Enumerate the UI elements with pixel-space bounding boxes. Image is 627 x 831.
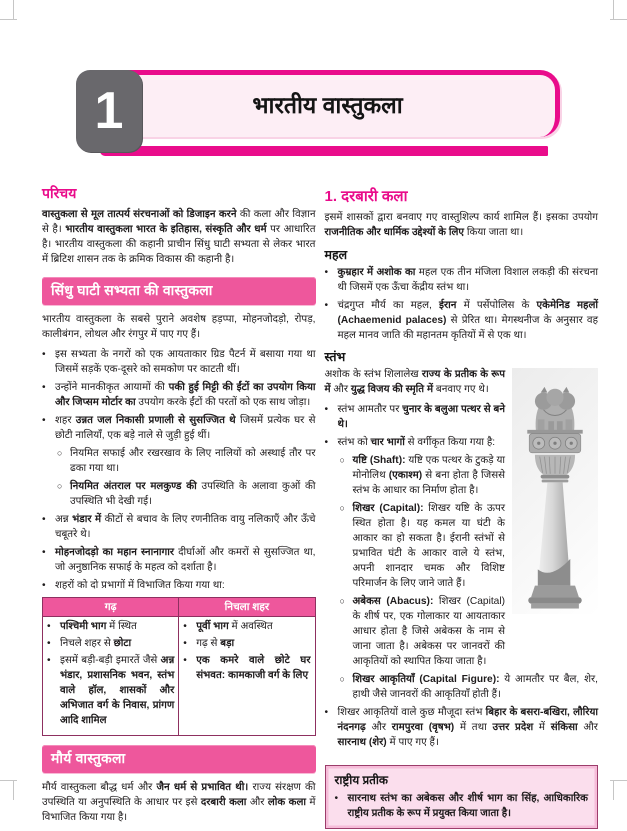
table-header-lower-town: निचला शहर xyxy=(179,597,315,616)
list-item: • शिखर आकृतियों वाले कुछ मौजूदा स्तंभ बिहार के बसरा-बखिरा, लौरिया नंदनगढ़ और रामपुरवा (वृषभ) में तथा उत्तर प्रदेश में संकिसा और सारनाथ (शेर) में पाए गए हैं। xyxy=(325,706,599,751)
crop-mark-top-left-h xyxy=(0,19,17,20)
circle-bullet-icon: ○ xyxy=(339,502,345,513)
bullet-icon: • xyxy=(183,620,187,632)
bullet-icon: • xyxy=(42,381,46,393)
bullet-icon: • xyxy=(47,637,51,649)
list-item: • मोहनजोदड़ो का महान स्नानागार दीर्घाओं और कमरों से सुसज्जित था, जो अनुष्ठानिक सफाई के महत्व को दर्शाता है। xyxy=(42,546,316,576)
chapter-title-banner xyxy=(100,70,560,137)
stambh-heading: स्तंभ xyxy=(324,349,346,364)
list-item: • स्तंभ आमतौर पर चुनार के बलुआ पत्थर से बने थे। xyxy=(325,403,506,433)
indus-lead-paragraph: भारतीय वास्तुकला के सबसे पुराने अवशेष हड़प्पा, मोहनजोदड़ो, रोपड़, कालीबंगन, लोथल और रंगपुर में पाए गए हैं। xyxy=(42,313,316,340)
list-item: • कुम्रहार में अशोक का महल एक तीन मंजिला विशाल लकड़ी की संरचना थी जिसमें एक ऊँचा केंद्रीय स्तंभ था। xyxy=(325,266,599,296)
crop-mark-bottom-left-h xyxy=(0,780,17,781)
bullet-icon: • xyxy=(183,637,187,649)
bullet-icon: • xyxy=(324,436,329,448)
chapter-number: 1 xyxy=(94,82,124,140)
table-row xyxy=(43,616,316,735)
circle-bullet-icon: ○ xyxy=(339,454,345,465)
lion-capital xyxy=(535,387,575,432)
chapter-number-box xyxy=(76,70,142,152)
intro-heading: परिचय xyxy=(42,185,77,201)
header-accent-bar xyxy=(100,146,548,156)
circle-bullet-icon: ○ xyxy=(339,673,345,684)
list-item: • सारनाथ स्तंभ का अबेकस और शीर्ष भाग का सिंह, आधिकारिक राष्ट्रीय प्रतीक के रूप में प्रयुक्त किया जाता है। xyxy=(335,792,589,822)
bullet-icon: • xyxy=(42,579,46,591)
intro-paragraph: वास्तुकला से मूल तात्पर्य संरचनाओं को डिजाइन करने की कला और विज्ञान से है। भारतीय वास्तुकला भारत के इतिहास, संस्कृति और धर्म पर आधारित है। भारतीय वास्तुकला की कहानी प्राचीन सिंधु घाटी सभ्यता से लेकर भारत में ब्रिटिश शासन तक के क्रमिक विकास की कहानी है। xyxy=(42,209,316,265)
bullet-icon: • xyxy=(47,654,51,666)
maurya-paragraph: मौर्य वास्तुकला बौद्ध धर्म और जैन धर्म से प्रभावित थी। राज्य संरक्षण की उपस्थिति या अनुपस्थिति के आधार पर इसे दरबारी कला और लोक कला में विभाजित किया गया है। xyxy=(42,781,316,823)
bullet-icon: • xyxy=(42,513,46,525)
crop-mark-top-left-v xyxy=(13,0,14,19)
list-item: • चंद्रगुप्त मौर्य का महल, ईरान में पर्सेपोलिस के एकेमेनिड महलों (Achaemenid palaces) से प्रेरित था। मेगस्थनीज के अनुसार वह महल मानव जाति की महानतम कृतियों में से एक था। xyxy=(325,299,599,344)
bullet-icon: • xyxy=(42,348,46,360)
mahal-heading: महल xyxy=(324,247,348,262)
circle-bullet-icon: ○ xyxy=(57,480,63,491)
bullet-icon: • xyxy=(183,654,187,666)
darbari-heading: 1. दरबारी कला xyxy=(324,188,408,205)
list-item: • अन्न भंडार में कीटों से बचाव के लिए रणनीतिक वायु नलिकाएँ और ऊँचे चबूतरे थे। xyxy=(42,513,316,543)
stambh-lead-paragraph: अशोक के स्तंभ शिलालेख राज्य के प्रतीक के रूप में और युद्ध विजय की स्मृति में बनवाए गए थे। xyxy=(324,368,506,395)
national-emblem-box xyxy=(325,765,599,830)
bullet-icon: • xyxy=(47,620,51,632)
page-body xyxy=(42,184,598,831)
chapter-title: भारतीय वास्तुकला xyxy=(252,92,403,118)
table-header-citadel: गढ़ xyxy=(43,597,179,616)
list-item: • इस सभ्यता के नगरों को एक आयताकार ग्रिड पैटर्न में बसाया गया था जिसमें सड़कें एक-दूसरे को समकोण पर काटती थीं। xyxy=(42,348,316,378)
sub-list-item: ○ शिखर (Capital): शिखर यष्टि के ऊपर स्थित होता है। यह कमल या घंटी के आकार का हो सकता है। ईरानी स्तंभों से प्रभावित घंटी के आकार वाले ये स्तंभ, अपनी शानदार चमक और विशिष्ट परिमार्जन के लिए जाने जाते हैं। xyxy=(325,502,506,592)
bullet-icon: • xyxy=(324,299,329,311)
darbari-paragraph: इसमें शासकों द्वारा बनवाए गए वास्तुशिल्प कार्य शामिल हैं। इसका उपयोग राजनीतिक और धार्मिक उद्देश्यों के लिए किया जाता था। xyxy=(324,212,598,238)
left-column xyxy=(42,184,316,831)
crop-mark-top-right-v xyxy=(613,0,614,19)
sub-list-item: ○ नियमित सफाई और रखरखाव के लिए नालियों को अस्थाई तौर पर ढका गया था। xyxy=(42,447,316,477)
sub-list-item: ○ यष्टि (Shaft): यष्टि एक पत्थर के टुकड़े या मोनोलिथ (एकाश्म) से बना होता है जिससे स्तंभ के आधार का निर्माण होता है। xyxy=(325,454,506,499)
section-header-indus-valley: सिंधु घाटी सभ्यता की वास्तुकला xyxy=(42,277,316,305)
crop-mark-bottom-left-v xyxy=(13,781,14,800)
list-item: • स्तंभ को चार भागों से वर्गीकृत किया गया है: xyxy=(325,436,506,451)
bullet-icon: • xyxy=(42,414,46,426)
bullet-icon: • xyxy=(324,266,329,278)
table-cell-lower-town: • पूर्वी भाग में अवस्थित • गढ़ से बड़ा • एक कमरे वाले छोटे घर संभवत: कामकाजी वर्ग के लिए xyxy=(179,616,315,735)
section-header-maurya: मौर्य वास्तुकला xyxy=(42,745,316,773)
circle-bullet-icon: ○ xyxy=(339,595,345,606)
crop-mark-top-right-h xyxy=(610,19,627,20)
crop-mark-bottom-right-v xyxy=(613,781,614,800)
sub-list-item: ○ शिखर आकृतियाँ (Capital Figure): ये आमतौर पर बैल, शेर, हाथी जैसे जानवरों की आकृतियाँ होती हैं। xyxy=(325,673,599,703)
crop-mark-bottom-right-h xyxy=(610,780,627,781)
bullet-icon: • xyxy=(334,792,339,804)
right-column xyxy=(325,184,599,831)
table-cell-citadel: • पश्चिमी भाग में स्थित • निचले शहर से छोटा • इसमें बड़ी-बड़ी इमारतें जैसे अन्न भंडार, प्रशासनिक भवन, स्तंभ वाले हॉल, शासकों और अभिजात वर्ग के निवास, प्रांगण आदि शामिल xyxy=(43,616,179,735)
sub-list-item: ○ अबेकस (Abacus): शिखर (Capital) के शीर्ष पर, एक गोलाकार या आयताकार आधार होता है जिसे अबेकस के नाम से जाना जाता है। अबेकस पर जानवरों की आकृतियों को स्थापित किया जाता है। xyxy=(325,595,506,670)
circle-bullet-icon: ○ xyxy=(57,447,63,458)
ashoka-pillar-image xyxy=(512,368,598,614)
citadel-lower-town-table xyxy=(42,597,316,736)
chapter-header xyxy=(0,70,627,165)
list-item: • शहरों को दो प्रभागों में विभाजित किया गया था: xyxy=(42,579,316,594)
bullet-icon: • xyxy=(324,403,329,415)
bullet-icon: • xyxy=(42,546,46,558)
list-item: • शहर उन्नत जल निकासी प्रणाली से सुसज्जित थे जिसमें प्रत्येक घर से छोटी नालियाँ, एक बड़े नाले से जुड़ी हुई थीं। xyxy=(42,414,316,444)
national-emblem-heading: राष्ट्रीय प्रतीक xyxy=(334,772,388,787)
sub-list-item: ○ नियमित अंतराल पर मलकुण्ड की उपस्थिति के अलावा कुओं की उपस्थिति भी देखी गई। xyxy=(42,480,316,510)
stambh-section xyxy=(325,368,599,754)
list-item: • उन्होंने मानकीकृत आयामों की पकी हुई मिट्टी की ईंटों का उपयोग किया और जिप्सम मोर्टार का उपयोग करके ईंटों की परतों को एक साथ जोड़ा। xyxy=(42,381,316,411)
bullet-icon: • xyxy=(324,706,329,718)
